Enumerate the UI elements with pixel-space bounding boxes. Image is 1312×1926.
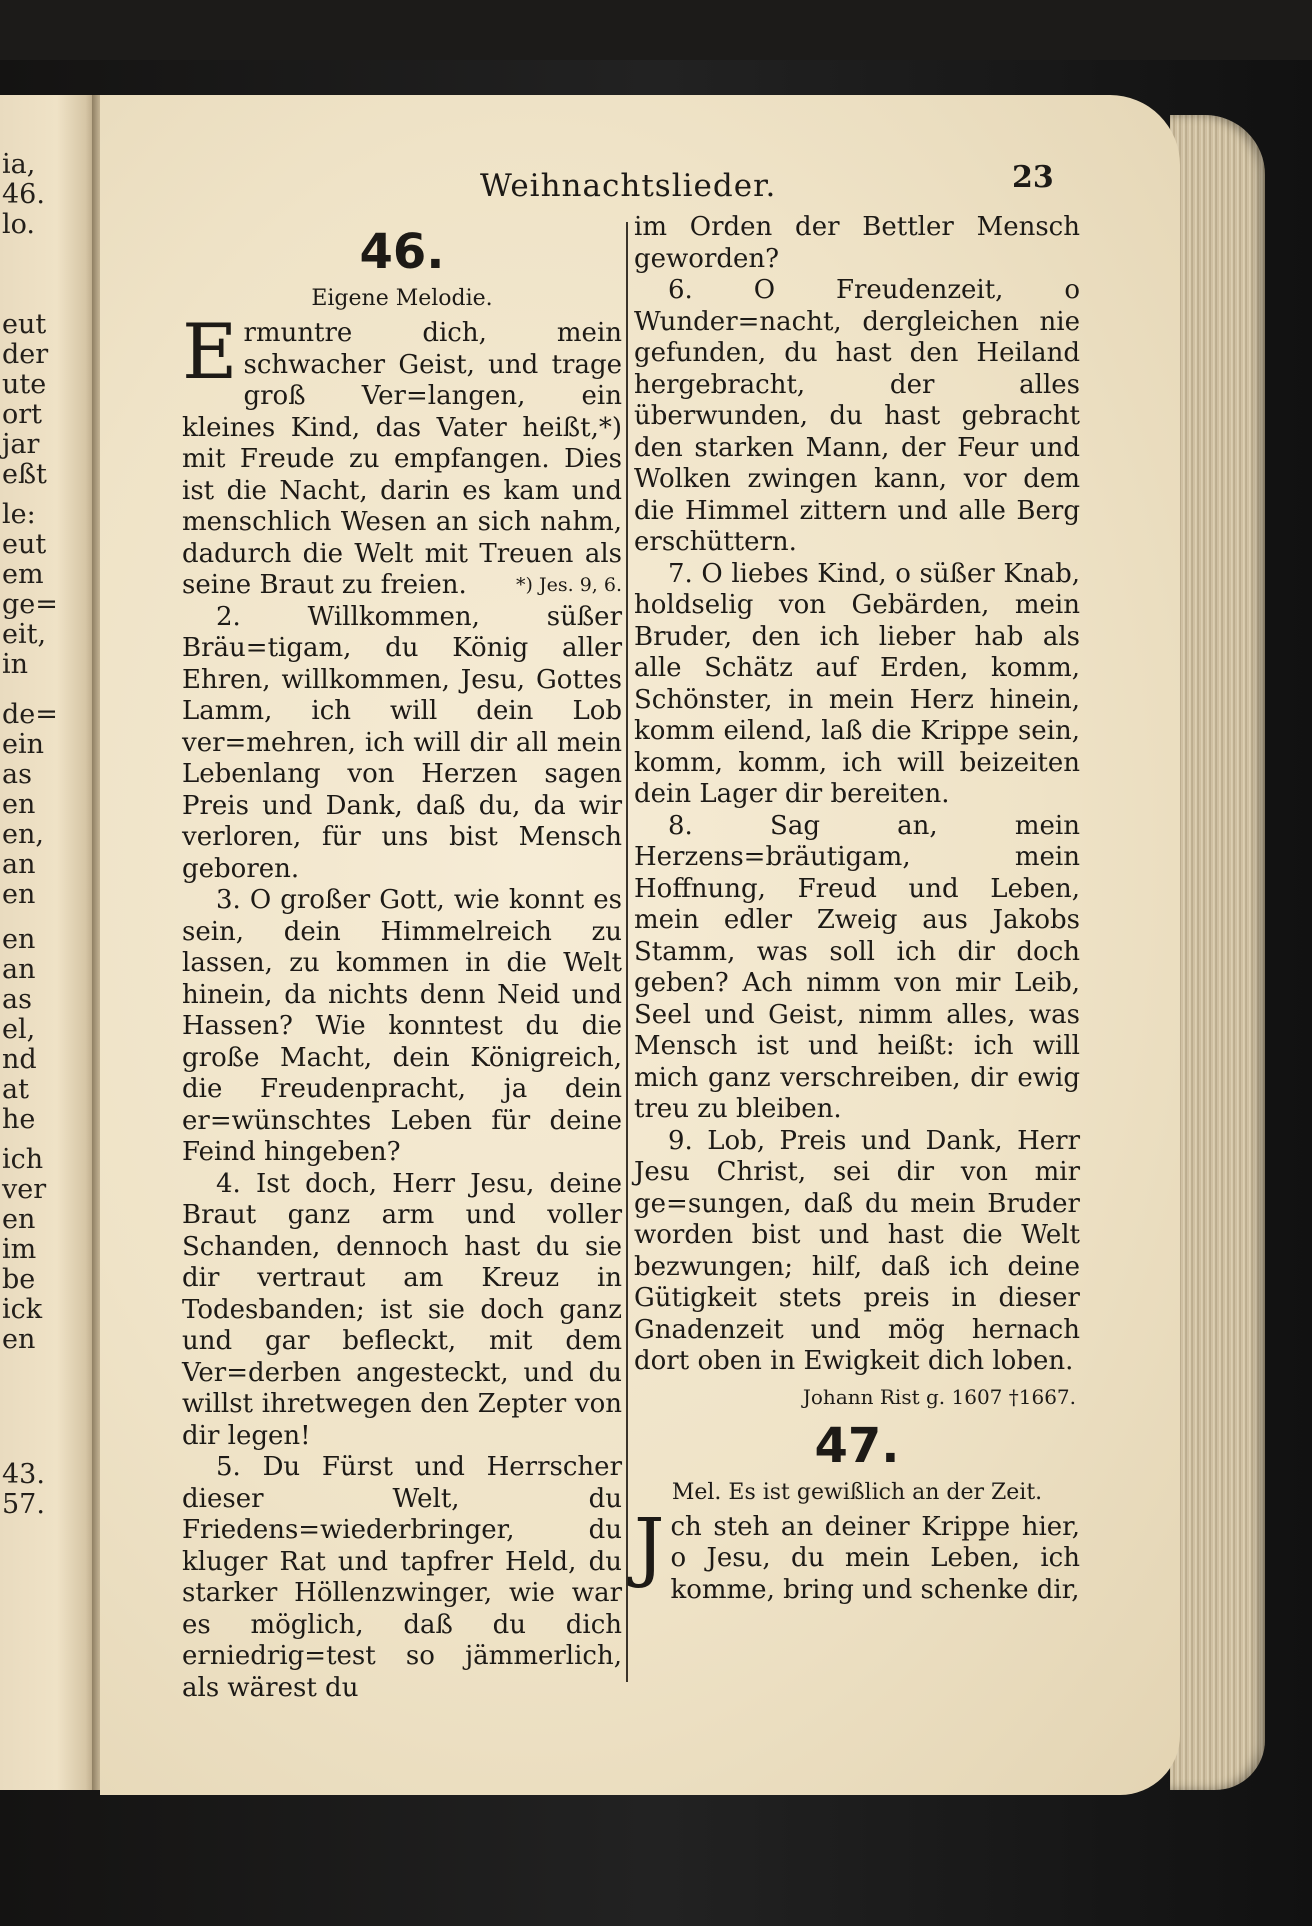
- left-page-fragment: en,: [2, 819, 44, 850]
- hymn-number: 47.: [814, 1417, 900, 1474]
- author-line: Johann Rist g. 1607 †1667.: [802, 1384, 1076, 1409]
- left-page-fragment: im: [2, 1234, 37, 1265]
- stanza-text: ch steh an deiner Krippe hier, o Jesu, du mein Leben, ich komme, bring und schenke dir,: [670, 1511, 1080, 1605]
- column-left: [182, 222, 622, 1704]
- drop-cap: E: [182, 307, 238, 396]
- left-page-edge: [0, 95, 95, 1790]
- column-right: [634, 212, 1080, 1606]
- left-page-fragment: eit,: [2, 619, 47, 650]
- left-page-fragment: ia,: [2, 149, 36, 180]
- left-page-fragment: ute: [2, 369, 47, 400]
- left-page-fragment: eßt: [2, 459, 47, 490]
- left-page-fragment: ein: [2, 729, 45, 760]
- left-page-fragment: in: [2, 649, 29, 680]
- left-page-fragment: as: [2, 759, 32, 790]
- left-page-fragment: ort: [2, 399, 43, 430]
- left-page-fragment: en: [2, 1324, 36, 1355]
- left-page-fragment: en: [2, 789, 36, 820]
- left-page-fragment: an: [2, 849, 36, 880]
- page-edges: [1170, 115, 1265, 1790]
- left-page-fragment: der: [2, 339, 49, 370]
- stanza-1: [182, 307, 622, 602]
- stanza-6: 6. O Freudenzeit, o Wunder=nacht, dergleichen nie gefunden, du hast den Heiland hergebracht, der alles überwunden, du hast gebracht den starken Mann, der Feur und Wolken zwingen kann, vor dem die Himmel zittern und alle Berg erschüttern.: [634, 275, 1080, 557]
- left-page-fragment: em: [2, 559, 44, 590]
- left-page-fragment: eut: [2, 309, 47, 340]
- left-page-fragment: 46.: [2, 179, 45, 210]
- left-page-fragment: el,: [2, 1014, 36, 1045]
- stanza-7: 7. O liebes Kind, o süßer Knab, holdselig von Gebärden, mein Bruder, den ich lieber hab als alle Schätz auf Erden, komm, Schönster, in mein Herz hinein, komm eilend, laß die Krippe sein, komm, komm, ich will beizeiten dein Lager dir bereiten.: [634, 558, 1080, 809]
- left-page-fragment: de=: [2, 699, 58, 730]
- stanza-text: rmuntre dich, mein schwacher Geist, und trage groß Ver=langen, ein kleines Kind, das Vater heißt,*) mit Freude zu empfangen. Dies ist die Nacht, darin es kam und menschlich Wesen an sich nahm, dadurch die Welt mit Treuen als seine Braut zu freien.: [182, 318, 622, 600]
- left-page-fragment: an: [2, 954, 36, 985]
- running-head: Weihnachtslieder.: [480, 168, 777, 204]
- stanza-1: [634, 1500, 1080, 1607]
- left-page-fragment: ge=: [2, 589, 58, 620]
- page-number: 23: [1012, 160, 1054, 195]
- left-page-fragment: he: [2, 1104, 36, 1135]
- left-page-fragment: ick: [2, 1294, 43, 1325]
- melody-line: Mel. Es ist gewißlich an der Zeit.: [671, 1479, 1043, 1505]
- footnote: *) Jes. 9, 6.: [516, 574, 622, 596]
- stanza-4: 4. Ist doch, Herr Jesu, deine Braut ganz arm und voller Schanden, dennoch hast du sie dir vertraut am Kreuz in Todesbanden; ist sie doch ganz und gar befleckt, mit dem Ver=derben angesteckt, und du willst ihretwegen den Zepter von dir legen!: [182, 1168, 622, 1451]
- stanza-5: 5. Du Fürst und Herrscher dieser Welt, du Friedens=wiederbringer, du kluger Rat und tapfrer Held, du starker Höllenzwinger, wie war es möglich, daß du dich erniedrig=test so jämmerlich, als wärest du: [182, 1452, 622, 1703]
- stanza-5-continued: im Orden der Bettler Mensch geworden?: [634, 212, 1080, 274]
- stanza-8: 8. Sag an, mein Herzens=bräutigam, mein Hoffnung, Freud und Leben, mein edler Zweig aus Jakobs Stamm, was soll ich dir doch geben? Ach nimm von mir Leib, Seel und Geist, nimm alles, was Mensch ist und heißt: ich will mich ganz verschreiben, dir ewig treu zu bleiben.: [634, 810, 1080, 1124]
- left-page-fragment: eut: [2, 529, 47, 560]
- left-page-fragment: 57.: [2, 1489, 45, 1520]
- left-page-fragment: en: [2, 924, 36, 955]
- left-page-fragment: le:: [2, 499, 36, 530]
- left-page-fragment: lo.: [2, 209, 35, 240]
- stanza-9: 9. Lob, Preis und Dank, Herr Jesu Christ, sei dir von mir ge=sungen, daß du mein Bruder worden bist und hast die Welt bezwungen; hilf, daß ich deine Gütigkeit stets preis in dieser Gnadenzeit und mög hernach dort oben in Ewigkeit dich loben.: [634, 1125, 1080, 1376]
- left-page-fragment: ich: [2, 1144, 44, 1175]
- drop-cap: J: [634, 1500, 665, 1590]
- left-page-fragment: nd: [2, 1044, 37, 1075]
- left-page-fragment: at: [2, 1074, 29, 1105]
- left-page-fragment: be: [2, 1264, 36, 1295]
- column-divider: [626, 222, 628, 1682]
- left-page-fragment: jar: [2, 429, 40, 460]
- left-page-fragment: as: [2, 984, 32, 1015]
- left-page-fragment: en: [2, 879, 36, 910]
- left-page-fragment: ver: [2, 1174, 47, 1205]
- stanza-3: 3. O großer Gott, wie konnt es sein, dein Himmelreich zu lassen, zu kommen in die Welt hinein, da nichts denn Neid und Hassen? Wie konntest du die große Macht, dein Königreich, die Freudenpracht, ja dein er=wünschtes Leben für deine Feind hingeben?: [182, 885, 622, 1167]
- hymn-number: 46.: [359, 224, 445, 280]
- left-page-fragment: en: [2, 1204, 36, 1235]
- stanza-2: 2. Willkommen, süßer Bräu=tigam, du König aller Ehren, willkommen, Jesu, Gottes Lamm, ich will dein Lob ver=mehren, ich will dir all mein Lebenlang von Herzen sagen Preis und Dank, daß du, da wir verloren, für uns bist Mensch geboren.: [182, 601, 622, 884]
- melody-line: Eigene Melodie.: [311, 286, 493, 311]
- left-page-fragment: 43.: [2, 1459, 45, 1490]
